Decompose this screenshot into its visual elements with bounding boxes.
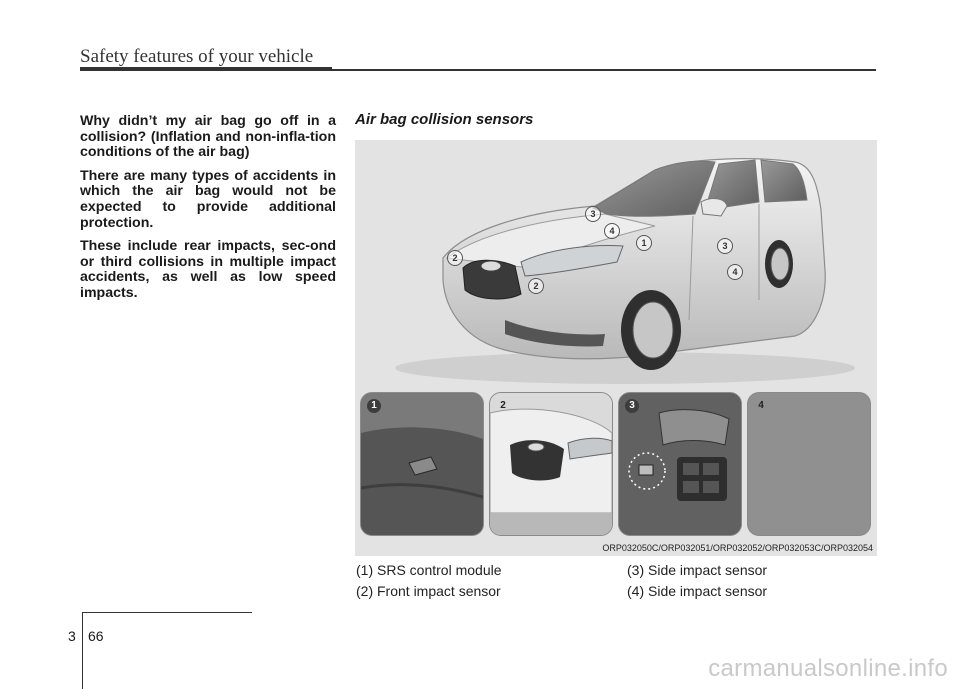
header-rule-accent	[80, 67, 332, 71]
caption-side-impact-sensor-4: (4) Side impact sensor	[627, 583, 768, 599]
paragraph-impacts: These include rear impacts, sec-ond or third collisions in multiple impact accidents, as well as low speed impacts.	[80, 238, 336, 301]
callout-sensor-3-windshield: 3	[585, 206, 601, 222]
callout-sensor-1: 1	[636, 235, 652, 251]
callout-sensor-4-door: 4	[727, 264, 743, 280]
caption-srs-control-module: (1) SRS control module	[356, 562, 502, 578]
console-illustration	[361, 393, 483, 535]
left-column	[80, 114, 336, 310]
footer-rule-vertical	[82, 612, 83, 689]
pillar-illustration	[748, 393, 870, 535]
callout-sensor-2-left: 2	[447, 250, 463, 266]
thumbnail-number: 1	[367, 399, 381, 413]
paragraph-accidents: There are many types of accidents in which the air bag would not be expected to provide additional protection.	[80, 167, 336, 231]
section-title: Air bag collision sensors	[355, 111, 534, 128]
caption-side-impact-sensor-3: (3) Side impact sensor	[627, 562, 768, 578]
callout-sensor-2-right: 2	[528, 278, 544, 294]
page-header-title: Safety features of your vehicle	[80, 46, 314, 67]
thumbnail-front-impact-sensor	[489, 392, 613, 536]
door-panel-illustration	[619, 393, 741, 535]
thumbnail-number: 4	[758, 400, 764, 411]
page-number: 66	[88, 628, 104, 644]
car-illustration	[355, 140, 877, 390]
watermark: carmanualsonline.info	[708, 655, 948, 682]
callout-sensor-4-windshield: 4	[604, 223, 620, 239]
thumbnail-side-impact-sensor-door	[618, 392, 742, 536]
callout-sensor-3-door: 3	[717, 238, 733, 254]
thumbnail-number: 2	[500, 400, 506, 411]
thumbnail-number: 3	[625, 399, 639, 413]
question-heading: Why didn’t my air bag go off in a collision? (Inflation and non-infla-tion conditions of the air bag)	[80, 113, 336, 161]
thumbnail-srs-control-module	[360, 392, 484, 536]
figure-code: ORP032050C/ORP032051/ORP032052/ORP032053C/ORP032054	[602, 543, 873, 553]
car-front-illustration	[490, 393, 612, 535]
chapter-number: 3	[68, 628, 76, 644]
airbag-sensor-figure	[355, 140, 877, 556]
caption-front-impact-sensor: (2) Front impact sensor	[356, 583, 501, 599]
footer-rule-horizontal	[82, 612, 252, 613]
thumbnail-side-impact-sensor-pillar	[747, 392, 871, 536]
